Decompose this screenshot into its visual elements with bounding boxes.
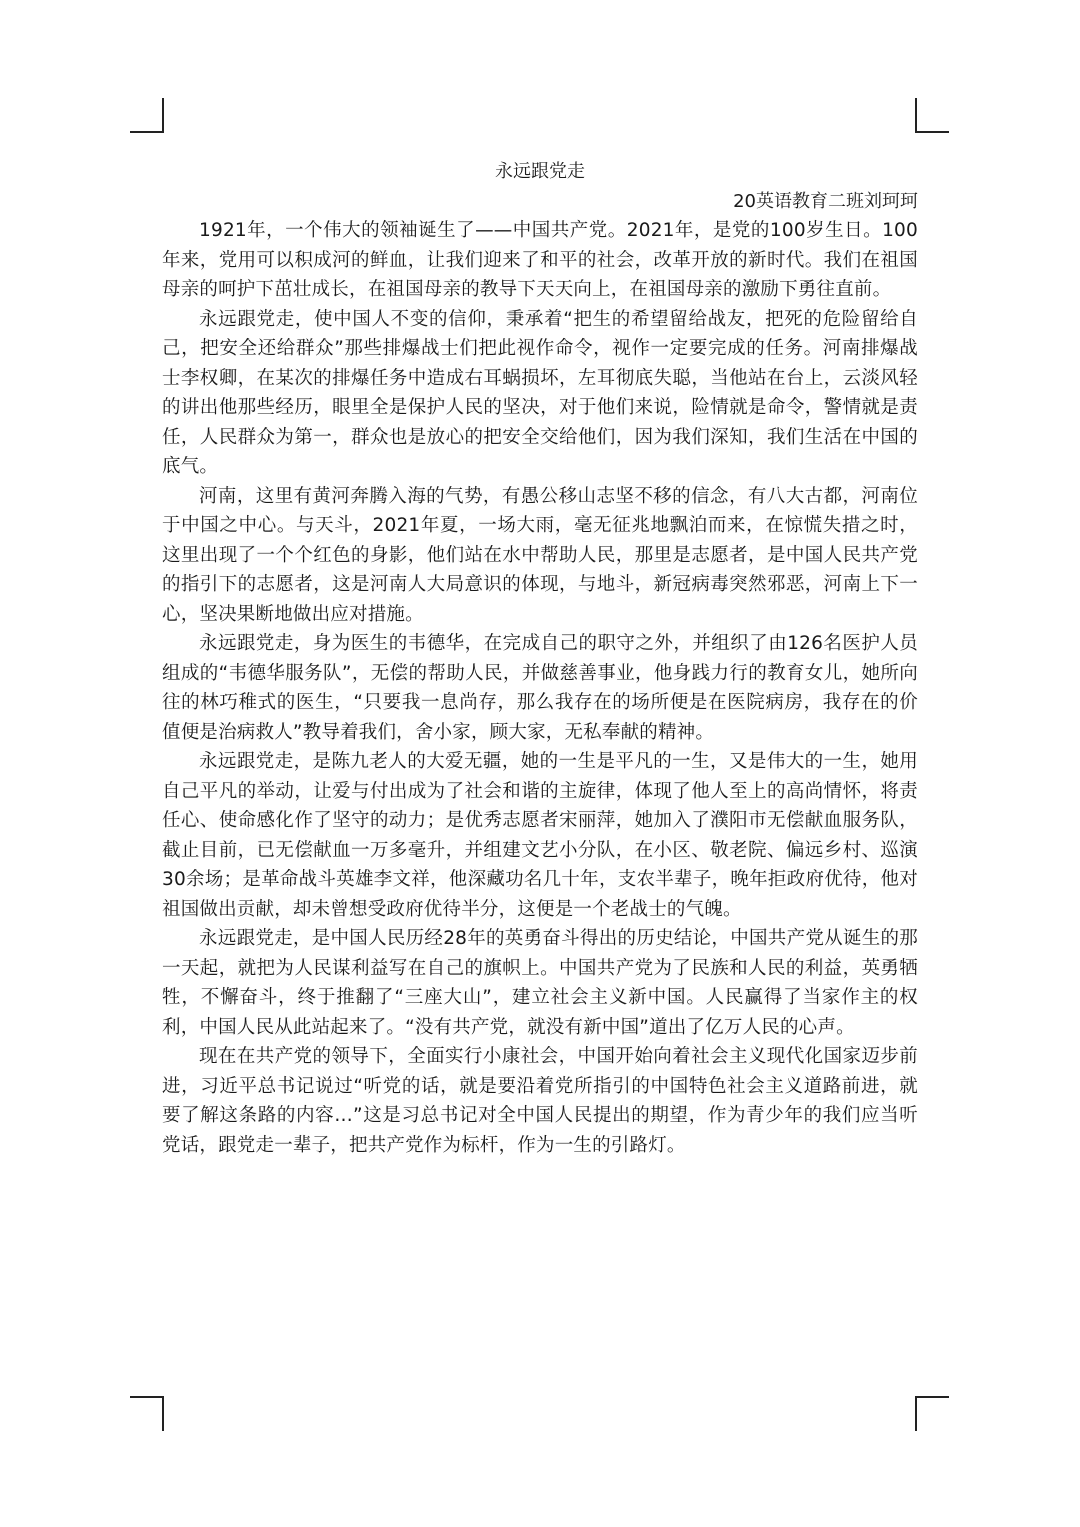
paragraph-1: 1921年，一个伟大的领袖诞生了——中国共产党。2021年，是党的100岁生日。100年来，党用可以积成河的鲜血，让我们迎来了和平的社会，改革开放的新时代。我们在祖国母亲的呵护下茁壮成长，在祖国母亲的教导下天天向上，在祖国母亲的激励下勇往直前。 <box>162 220 918 300</box>
document-body <box>162 156 918 1160</box>
paragraph-7: 现在在共产党的领导下，全面实行小康社会，中国开始向着社会主义现代化国家迈步前进，习近平总书记说过“听党的话，就是要沿着党所指引的中国特色社会主义道路前进，就要了解这条路的内容…”这是习总书记对全中国人民提出的期望，作为青少年的我们应当听党话，跟党走一辈子，把共产党作为标杆，作为一生的引路灯。 <box>162 1046 918 1156</box>
paragraph-6: 永远跟党走，是中国人民历经28年的英勇奋斗得出的历史结论，中国共产党从诞生的那一天起，就把为人民谋利益写在自己的旗帜上。中国共产党为了民族和人民的利益，英勇牺牲，不懈奋斗，终于推翻了“三座大山”，建立社会主义新中国。人民赢得了当家作主的权利，中国人民从此站起来了。“没有共产党，就没有新中国”道出了亿万人民的心声。 <box>162 928 918 1038</box>
crop-mark-top-left <box>130 98 164 133</box>
crop-mark-top-right <box>915 98 949 133</box>
document-title: 永远跟党走 <box>495 161 585 182</box>
paragraph-4: 永远跟党走，身为医生的韦德华，在完成自己的职守之外，并组织了由126名医护人员组成的“韦德华服务队”，无偿的帮助人民，并做慈善事业，他身践力行的教育女儿，她所向往的林巧稚式的医生，“只要我一息尚存，那么我存在的场所便是在医院病房，我存在的价值便是治病救人”教导着我们，舍小家，顾大家，无私奉献的精神。 <box>162 633 918 743</box>
paragraph-5: 永远跟党走，是陈九老人的大爱无疆，她的一生是平凡的一生，又是伟大的一生，她用自己平凡的举动，让爱与付出成为了社会和谐的主旋律，体现了他人至上的高尚情怀，将责任心、使命感化作了坚守的动力；是优秀志愿者宋丽萍，她加入了濮阳市无偿献血服务队，截止目前，已无偿献血一万多毫升，并组建文艺小分队，在小区、敬老院、偏远乡村、巡演30余场；是革命战斗英雄李文祥，他深藏功名几十年，支农半辈子，晚年拒政府优待，他对祖国做出贡献，却未曾想受政府优待半分，这便是一个老战士的气魄。 <box>162 751 918 920</box>
paragraph-2: 永远跟党走，使中国人不变的信仰，秉承着“把生的希望留给战友，把死的危险留给自己，把安全还给群众”那些排爆战士们把此视作命令，视作一定要完成的任务。河南排爆战士李权卿，在某次的排爆任务中造成右耳蜗损坏，左耳彻底失聪，当他站在台上，云淡风轻的讲出他那些经历，眼里全是保护人民的坚决，对于他们来说，险情就是命令，警情就是责任，人民群众为第一，群众也是放心的把安全交给他们，因为我们深知，我们生活在中国的底气。 <box>162 308 918 477</box>
crop-mark-bottom-left <box>130 1396 164 1431</box>
crop-mark-bottom-right <box>915 1396 949 1431</box>
document-author: 20英语教育二班刘珂珂 <box>733 191 918 212</box>
paragraph-3: 河南，这里有黄河奔腾入海的气势，有愚公移山志坚不移的信念，有八大古都，河南位于中国之中心。与天斗，2021年夏，一场大雨，毫无征兆地飘泊而来，在惊慌失措之时，这里出现了一个个红色的身影，他们站在水中帮助人民，那里是志愿者，是中国人民共产党的指引下的志愿者，这是河南人大局意识的体现，与地斗，新冠病毒突然邪恶，河南上下一心，坚决果断地做出应对措施。 <box>162 485 918 625</box>
